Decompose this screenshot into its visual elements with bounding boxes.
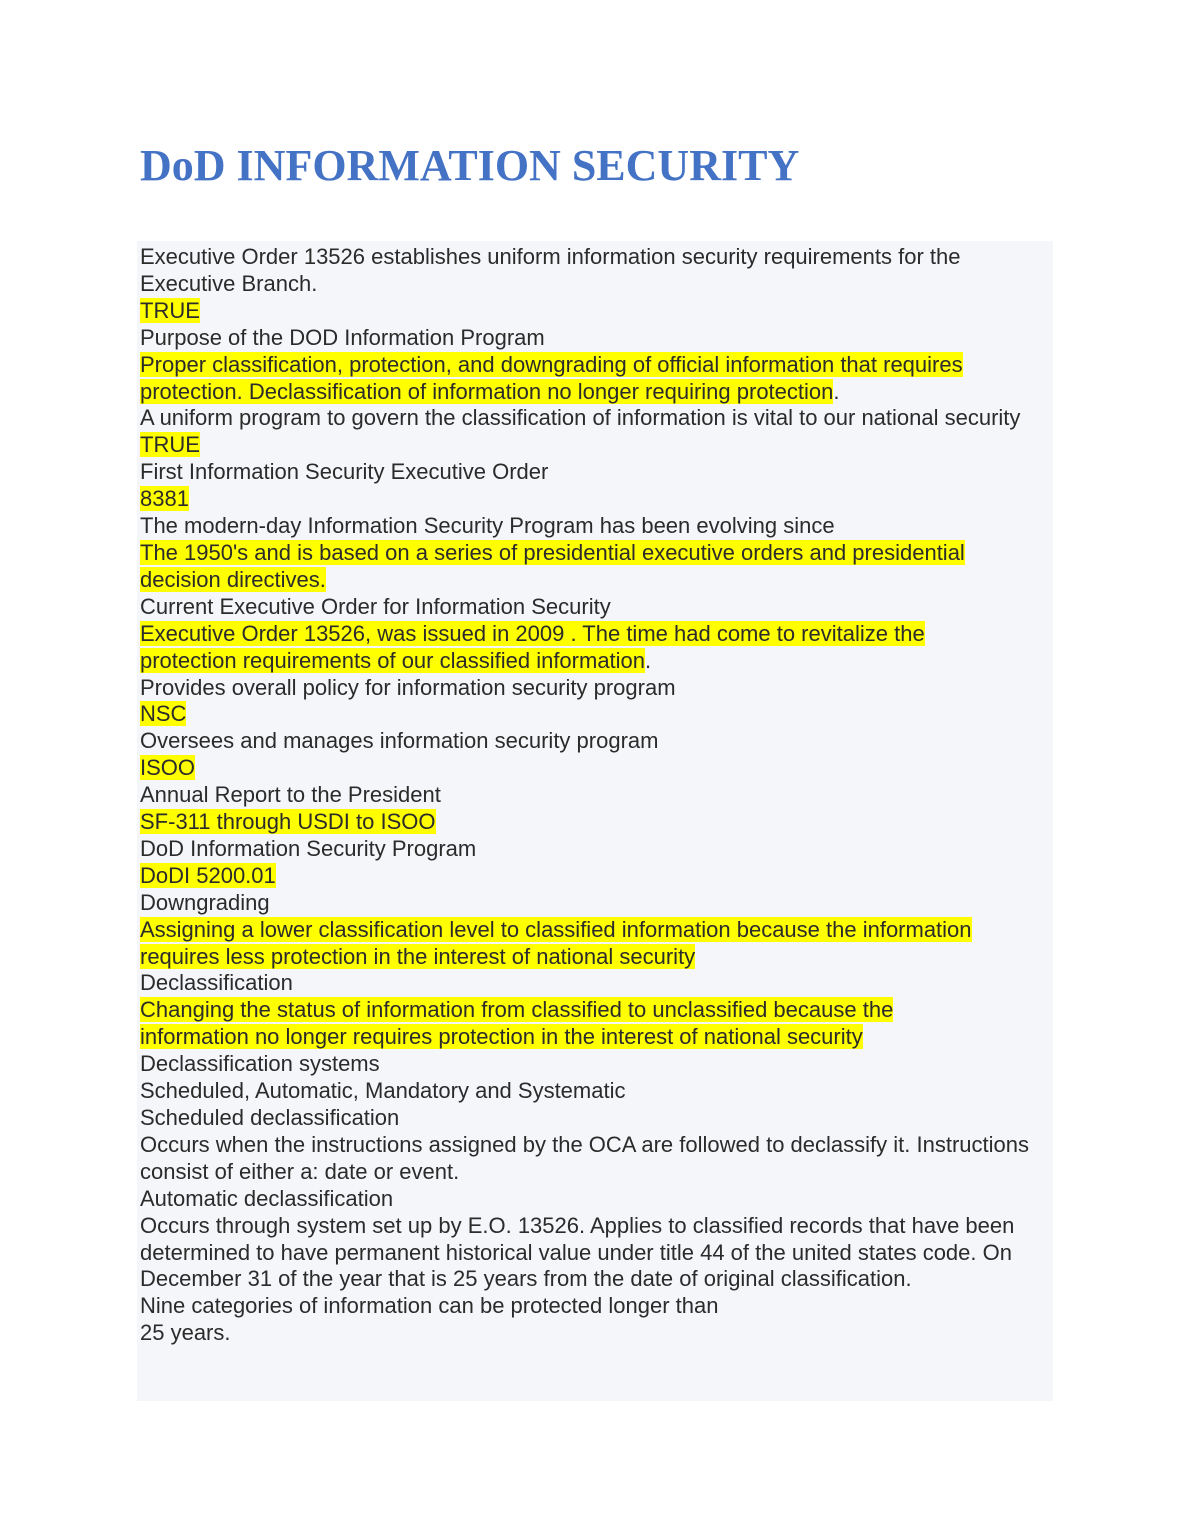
highlighted-answer: SF-311 through USDI to ISOO [140, 809, 436, 835]
highlighted-answer: TRUE [140, 432, 200, 458]
answer-text [140, 298, 1045, 325]
answer-text [140, 917, 1045, 944]
question-text: Purpose of the DOD Information Program [140, 324, 545, 350]
question-text: Declassification [140, 970, 293, 996]
highlighted-answer: DoDI 5200.01 [140, 862, 276, 888]
answer-text [140, 809, 1045, 836]
highlighted-answer: NSC [140, 701, 187, 727]
answer-text [140, 432, 1045, 459]
highlighted-answer: Assigning a lower classification level to classified information because the information [140, 916, 972, 942]
answer-text [140, 567, 1045, 594]
question-text: Executive Order 13526 establishes uniform information security requirements for the Executive Branch. [140, 244, 961, 296]
question-text: A uniform program to govern the classification of information is vital to our national security [140, 405, 1021, 431]
trailing-period: . [833, 378, 840, 404]
highlighted-answer: information no longer requires protection in the interest of national security [140, 1024, 863, 1050]
highlighted-answer: Proper classification, protection, and downgrading of official information that requires [140, 351, 963, 377]
question-text: The modern-day Information Security Program has been evolving since [140, 513, 835, 539]
highlighted-answer: Executive Order 13526, was issued in 2009 . The time had come to revitalize the [140, 620, 925, 646]
question-text: Automatic declassification [140, 1185, 394, 1211]
highlighted-answer: decision directives. [140, 566, 326, 592]
qa-list [140, 244, 1045, 1347]
answer-text [140, 379, 1045, 406]
answer-text [140, 997, 1045, 1024]
question-text: Annual Report to the President [140, 782, 441, 808]
question-text: Scheduled declassification [140, 1105, 400, 1130]
highlighted-answer: requires less protection in the interest of national security [140, 943, 696, 969]
answer-text [140, 755, 1045, 782]
question-text: Declassification systems [140, 1051, 380, 1077]
question-text: Oversees and manages information security program [140, 728, 659, 754]
answer-text [140, 621, 1045, 648]
question-text: DoD Information Security Program [140, 835, 477, 861]
trailing-period: . [645, 647, 652, 673]
highlighted-answer: 8381 [140, 486, 189, 512]
question-text: First Information Security Executive Order [140, 459, 549, 485]
highlighted-answer: Changing the status of information from classified to unclassified because the [140, 997, 894, 1023]
answer-text: Occurs when the instructions assigned by the OCA are followed to declassify it. Instructions consist of either a: date or event. [140, 1131, 1029, 1184]
answer-text [140, 648, 1045, 675]
question-text: Current Executive Order for Information Security [140, 593, 611, 619]
page-title: DoD INFORMATION SECURITY [140, 141, 800, 190]
question-text: Downgrading [140, 889, 270, 915]
highlighted-answer: protection. Declassification of information no longer requiring protection [140, 378, 834, 404]
question-text: 25 years. [140, 1320, 231, 1346]
answer-text [140, 701, 1045, 728]
highlighted-answer: protection requirements of our classified information [140, 647, 646, 673]
answer-text [140, 1024, 1045, 1051]
highlighted-answer: The 1950's and is based on a series of presidential executive orders and presidential [140, 539, 965, 565]
question-text: Provides overall policy for information security program [140, 674, 676, 700]
answer-text [140, 863, 1045, 890]
answer-text [140, 944, 1045, 971]
answer-text: Scheduled, Automatic, Mandatory and Systematic [140, 1078, 626, 1104]
highlighted-answer: TRUE [140, 297, 200, 323]
highlighted-answer: ISOO [140, 755, 196, 781]
answer-text [140, 540, 1045, 567]
question-text: Nine categories of information can be protected longer than [140, 1293, 719, 1319]
answer-text [140, 486, 1045, 513]
answer-text: Occurs through system set up by E.O. 13526. Applies to classified records that have been determined to have permanent historical value under title 44 of the united states code. On December 31 of the year that is 25 years from the date of original classification. [140, 1212, 1015, 1292]
answer-text [140, 352, 1045, 379]
